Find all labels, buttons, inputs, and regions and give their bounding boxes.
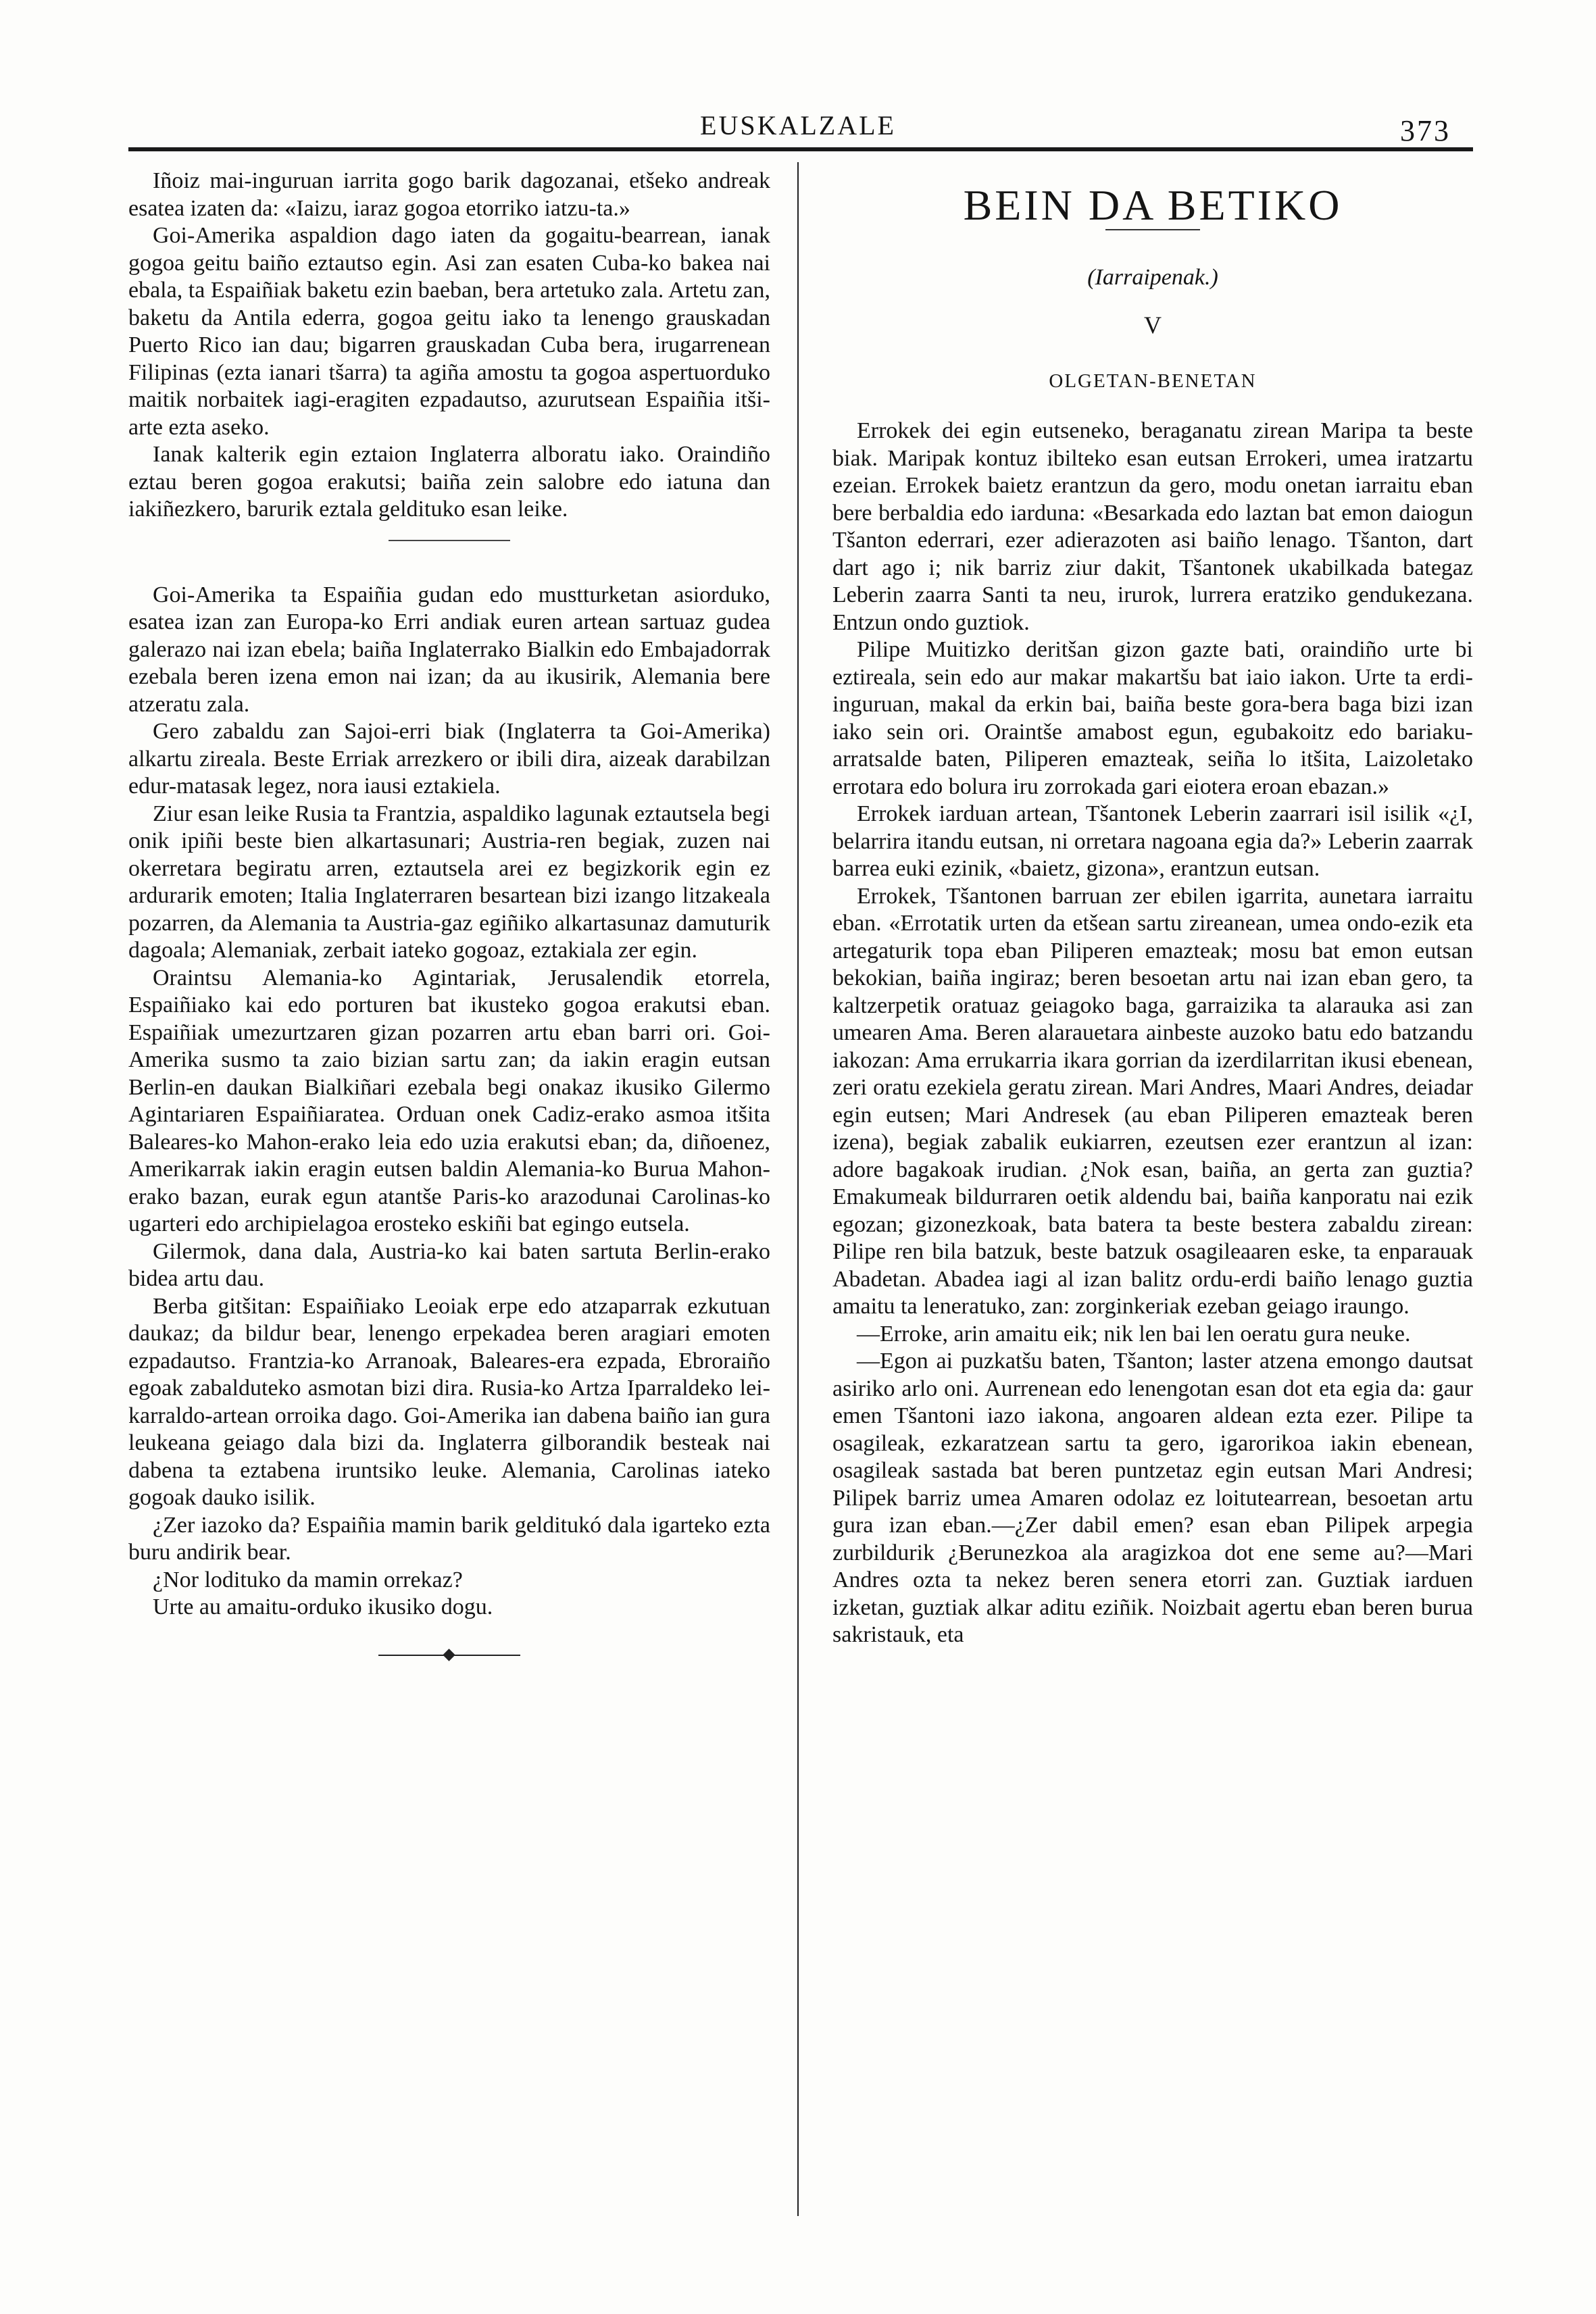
left-paragraph: Oraintsu Alemania-ko Agintariak, Jerusalendik etorrela, Espaiñiako kai edo porturen bat ikusteko gogoa erakutsi eban. Espaiñiak umezurtzaren gizan pozarren artu eban barri ori. Goi-Amerika susmo ta zaio bizian sartu zan; da iakin eragin eutsan Berlin-en daukan Bialkiñari ezebala begi onakaz ikusiko Gilermo Agintariaren Espaiñiaratea. Orduan onek Cadiz-erako asmoa itšita Baleares-ko Mahon-erako leia edo uzia erakutsi eban; da, diñoenez, Amerikarrak iakin eragin eutsen baldin Alemania-ko Burua Mahon-erako bazan, eurak egun atantše Paris-ko arazodunai Carolinas-ko ugarteri edo archipielagoa erosteko eskiñi bat egingo eutsela. bbox=[128, 965, 770, 1236]
chapter-number: V bbox=[1144, 311, 1162, 338]
right-paragraph: Pilipe Muitizko deritšan gizon gazte bati, oraindiño urte bi eztireala, sein edo aur makar makartšu bat iaio iakon. Urte ta erdi-inguruan, makal da erkin bai, baiña beste gora-bera baga bizi izan iako sein ori. Oraintše amabost egun, egubakoitz edo bariaku-arratsalde baten, Piliperen emazteak, seiña lo itšita, Laizoletako errotara edo bolura iru zorrokada gari eiotera eroan ebazan.» bbox=[832, 637, 1473, 799]
right-column bbox=[832, 168, 1473, 1649]
running-head: EUSKALZALE bbox=[700, 110, 896, 141]
right-paragraph: —Egon ai puzkatšu baten, Tšanton; laster atzena emongo dautsat asiriko arlo oni. Aurrenean edo lenengotan esan dot eta egia da: gaur emen Tšantoni iazo iakona, angoaren aldean ezta ezer. Pilipe ta osagileak, ezkaratzean sartu ta gero, igarorikoa iakin ebenean, osagileak sastada bat beren puntzetaz egin eutsan Mari Andresi; Pilipek barriz umea Amaren odolaz ez loitutearrean, besoetan artu gura izan eban.—¿Zer dabil emen? esan eban Pilipek arpegia zurbildurik ¿Berunezkoa ala aragizkoa dot ene seme au?—Mari Andres ozta ta nekez beren senera etorri zan. Guztiak iarduen izketan, guztiak alkar aditu eziñik. Noizbait agertu eban beren burua sakristauk, eta bbox=[832, 1349, 1473, 1647]
left-paragraph: Gilermok, dana dala, Austria-ko kai baten sartuta Berlin-erako bidea artu dau. bbox=[128, 1238, 770, 1291]
left-paragraph: ¿Zer iazoko da? Espaiñia mamin barik gelditukó dala igarteko ezta buru andirik bear. bbox=[128, 1512, 770, 1565]
left-paragraph: Ianak kalterik egin eztaion Inglaterra alboratu iako. Oraindiño eztau beren gogoa erakutsi; baiña zein salobre edo iatuna dan iakiñezkero, barurik eztala geldituko esan leike. bbox=[128, 442, 770, 522]
article-title: BEIN DA BETIKO bbox=[963, 181, 1343, 229]
left-paragraph: Iñoiz mai-inguruan iarrita gogo barik dagozanai, etšeko andreak esatea izaten da: «Iaizu, iaraz gogoa etorriko iatzu-ta.» bbox=[128, 168, 770, 221]
column-divider bbox=[797, 162, 799, 2216]
left-paragraph: Goi-Amerika ta Espaiñia gudan edo mustturketan asiorduko, esatea izan zan Europa-ko Erri andiak euren artean sartuaz gudea galerazo nai izan ebela; baiña Inglaterrako Bialkin edo Embajadorrak ezebala beren izena emon nai izan; da au ikusirik, Alemania bere atzeratu zala. bbox=[128, 582, 770, 717]
page-number: 373 bbox=[1400, 114, 1451, 147]
left-paragraph: Goi-Amerika aspaldion dago iaten da gogaitu-bearrean, ianak gogoa geitu baiño eztautso egin. Asi zan esaten Cuba-ko bakea nai ebala, ta Espaiñiak baketu ezin baeban, bera artetuko zala. Artetu zan, baketu da Antila ederra, gogoa geitu iako ta lenengo grauskadan Puerto Rico ian dau; bigarren grauskadan Cuba bera, irugarrenean Filipinas (ezta ianari tšarra) ta agiña amostu ta gogoa aspertuorduko maitik norbaitek iagi-eragiten ezpadautso, azurutsean Espaiñia itši-arte ezta aseko. bbox=[128, 223, 770, 440]
left-paragraph: Ziur esan leike Rusia ta Frantzia, aspaldiko lagunak eztautsela begi onik ipiñi beste bien alkartasunari; Austria-ren begiak, zuzen nai okerretara begiratu arren, eztautsela arei ez begizkorik egin ez ardurarik emoten; Italia Inglaterraren besartean bizi izango litzakeala pozarren, da Alemania ta Austria-gaz egiñiko alkartasunaz damuturik dagoala; Alemaniak, zerbait iateko gogoaz, eztakiala zer egin. bbox=[128, 801, 770, 963]
chapter-title: OLGETAN-BENETAN bbox=[1049, 370, 1257, 392]
left-paragraph: ¿Nor lodituko da mamin orrekaz? bbox=[153, 1567, 463, 1592]
right-paragraph: Errokek iarduan artean, Tšantonek Leberin zaarrari isil isilik «¿I, belarrira itandu eutsan, ni orretara nagoana egia da?» Leberin zaarrak barrea euki ezinik, «baietz, gizona», erantzun eutsan. bbox=[832, 801, 1473, 881]
right-paragraph: —Erroke, arin amaitu eik; nik len bai len oeratu gura neuke. bbox=[857, 1321, 1411, 1347]
left-column bbox=[128, 168, 770, 1662]
right-paragraph: Errokek dei egin eutseneko, beraganatu zirean Maripa ta beste biak. Maripak kontuz ibilteko esan eutsan Errokeri, umea iratzartu ezeian. Errokek baietz erantzun da gero, modu onetan iarraitu eban bere berbaldia edo iarduna: «Besarkada edo laztan bat emon daiogun Tšanton ederrari, ezer adierazoten asi baiño lenago. Tšanton, dart dart ago i; nik barriz ziur dakit, Tšantonek ukabilkada bategaz Leberin zaarra Santi ta neu, irurok, lurrera eratziko gendukezana. Entzun ondo guztiok. bbox=[832, 418, 1473, 635]
left-paragraph: Gero zabaldu zan Sajoi-erri biak (Inglaterra ta Goi-Amerika) alkartu zireala. Beste Erriak arrezkero or ibili dira, aizeak darabilzan edur-matasak legez, nora iausi eztakiela. bbox=[128, 719, 770, 799]
right-paragraph: Errokek, Tšantonen barruan zer ebilen igarrita, aunetara iarraitu eban. «Errotatik urten da etšean sartu zireanean, umea ondo-ezik eta artegaturik topa eban Piliperen emazteak; mosu bat emon eutsan bekokian, baiña ingiraz; beren besoetan artu nai izan eban gero, ta kaltzerpetik oratuaz geiagoko baga, garraizika ta alarauka asi zan umearen Ama. Beren alarauetara ainbeste auzoko batu edo batzandu iakozan: Ama errukarria ikara gorrian da izerdilarritan ikusi ebenean, zeri oratu ezekiela geratu zirean. Mari Andres, Maari Andres, deiadar egin eutsen; Mari Andresek (au eban Piliperen emazteak beren izena), begiak zabalik eukiarren, ezeutsen ezer erantzun al izan: adore bagakoak irudian. ¿Nok esan, baiña, an gerta zan guztia? Emakumeak bildurraren oetik aldendu bai, baiña kanporatu nai ezik egozan; gizonezkoak, bata batera ta beste bestera zabaldu zirean: Pilipe ren bila batzuk, beste batzuk osagileaaren eske, ta enparauak Abadetan. Abadea iagi al izan balitz ordu-erdi baiño lenago guztia amaitu ta leneratuko, zan: zorginkeriak ezeban geiago iraungo. bbox=[832, 883, 1473, 1319]
article-subtitle: (Iarraipenak.) bbox=[1087, 264, 1218, 290]
left-paragraph: Urte au amaitu-orduko ikusiko dogu. bbox=[153, 1594, 493, 1619]
header-rule bbox=[128, 147, 1473, 151]
section-separator bbox=[389, 540, 510, 541]
end-ornament bbox=[378, 1649, 520, 1662]
left-paragraph: Berba gitšitan: Espaiñiako Leoiak erpe edo atzaparrak ezkutuan daukaz; da bildur bear, lenengo erpekadea beren aragiari emoten ezpadautso. Frantzia-ko Arranoak, Baleares-era ezpada, Ebroraiño egoak zabalduteko asmotan bizi dira. Rusia-ko Artza Iparraldeko lei-karraldo-artean orroika dago. Goi-Amerika ian dabena baiño ian gura leukeana geiago dala bizi da. Inglaterra gilborandik besteak nai dabena ta eztabena iruntsiko leuke. Alemania, Carolinas iateko gogoak dauko isilik. bbox=[128, 1293, 770, 1510]
